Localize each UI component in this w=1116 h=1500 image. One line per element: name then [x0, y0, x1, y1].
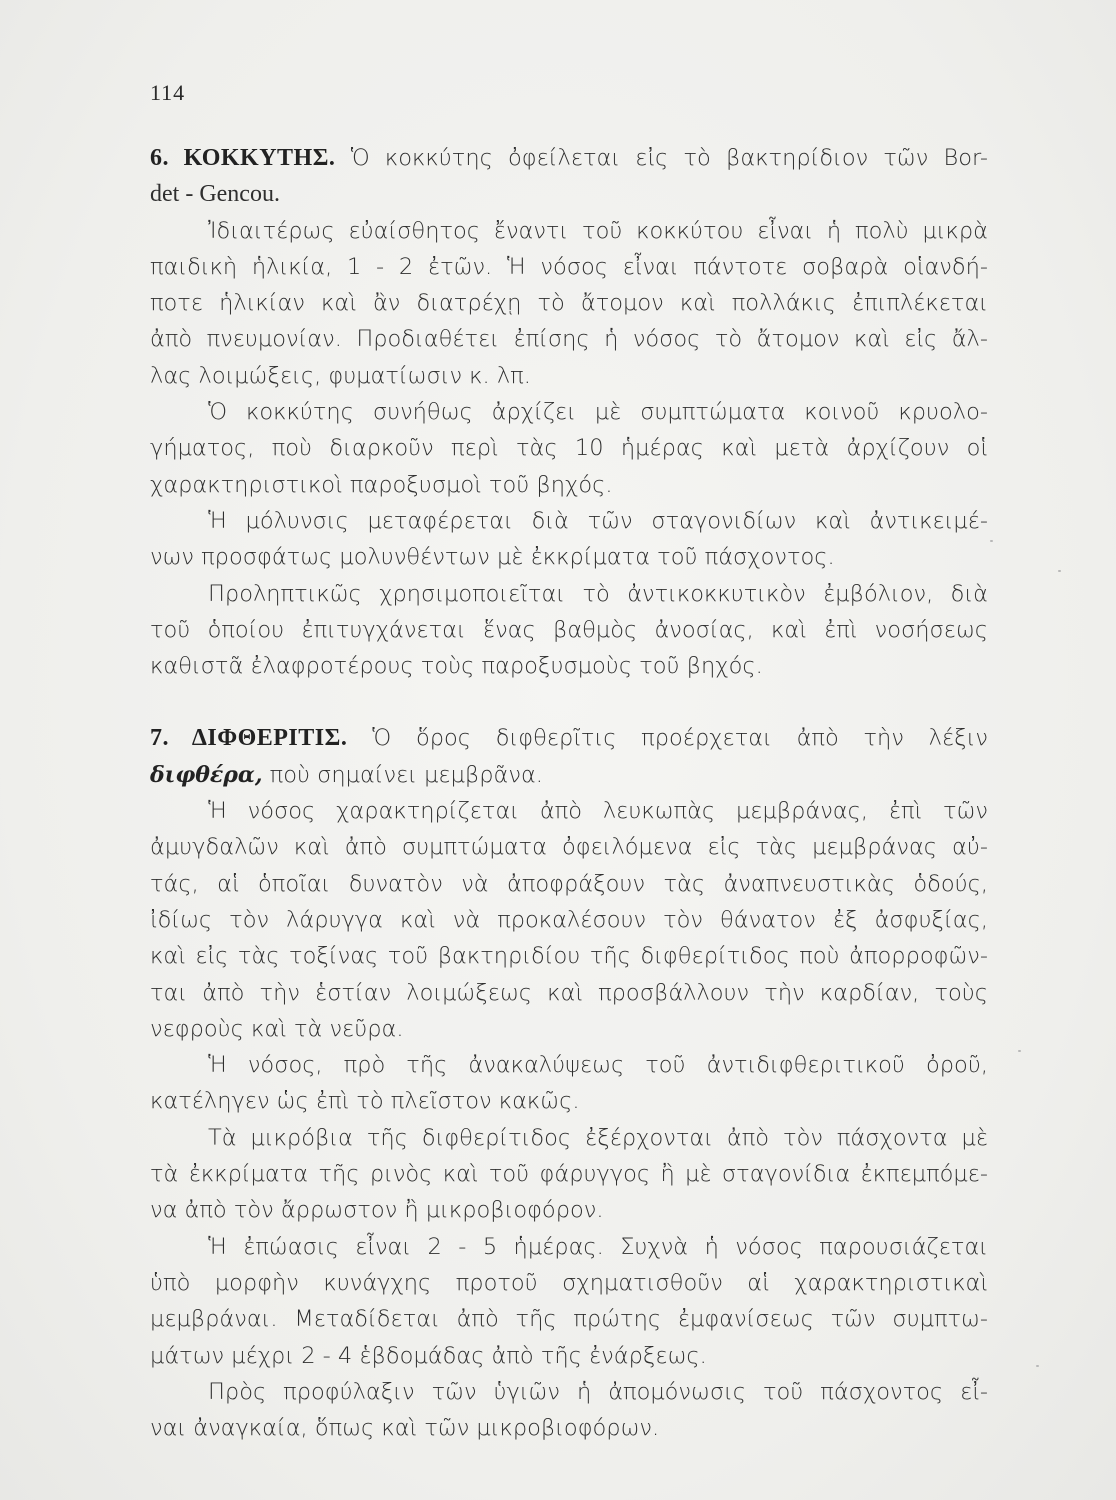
scan-speck [1018, 1050, 1021, 1052]
section-6-heading: 6. ΚΟΚΚΥΤΗΣ. [150, 145, 336, 171]
paragraph-line: ἰδίως τὸν λάρυγγα καὶ νὰ προκαλέσουν τὸν θάνατον ἐξ ἀσφυξίας, [150, 906, 988, 933]
paragraph-line: νεφροὺς καὶ τὰ νεῦρα. [150, 1015, 404, 1042]
section-6-line-2 [150, 176, 988, 212]
paragraph-line: τὰ ἐκκρίματα τῆς ρινὸς καὶ τοῦ φάρυγγος ἢ μὲ σταγονίδια ἐκπεμπόμε- [150, 1161, 988, 1188]
page-number: 114 [150, 80, 186, 105]
paragraph-line: Ἡ ἐπώασις εἶναι 2 - 5 ἡμέρας. Συχνὰ ἡ νόσος παρουσιάζεται [208, 1233, 988, 1260]
section-7-heading-line [150, 720, 988, 756]
paragraph-line: νων προσφάτως μολυνθέντων μὲ ἐκκρίματα τοῦ πάσχοντος. [150, 544, 835, 571]
section-7-line-1: Ὁ ὅρος διφθερῖτις προέρχεται ἀπὸ τὴν λέξιν [372, 725, 988, 752]
section-7-line-2 [150, 757, 988, 793]
paragraph-line: ἀμυγδαλῶν καὶ ἀπὸ συμπτώματα ὀφειλόμενα εἰς τὰς μεμβράνας αὐ- [150, 834, 988, 861]
paragraph-line: Ὁ κοκκύτης συνήθως ἀρχίζει μὲ συμπτώματα κοινοῦ κρυολο- [208, 399, 988, 426]
paragraph-line: Ἡ μόλυνσις μεταφέρεται διὰ τῶν σταγονιδίων καὶ ἀντικειμέ- [208, 507, 988, 534]
paragraph-line: ποτε ἡλικίαν καὶ ἂν διατρέχῃ τὸ ἄτομον καὶ πολλάκις ἐπιπλέκεται [150, 290, 988, 317]
scan-speck [1058, 570, 1061, 572]
paragraph-line: να ἀπὸ τὸν ἄρρωστον ἢ μικροβιοφόρον. [150, 1197, 604, 1224]
section-7-term: διφθέρα, [150, 761, 263, 788]
paragraph-line: Ἡ νόσος, πρὸ τῆς ἀνακαλύψεως τοῦ ἀντιδιφθεριτικοῦ ὀροῦ, [208, 1052, 988, 1079]
section-7-line-2-text: ποὺ σημαίνει μεμβρᾶνα. [269, 761, 543, 788]
paragraph-line: ἀπὸ πνευμονίαν. Προδιαθέτει ἐπίσης ἡ νόσος τὸ ἄτομον καὶ εἰς ἄλ- [150, 326, 988, 353]
paragraph-line: ὑπὸ μορφὴν κυνάγχης προτοῦ σχηματισθοῦν αἱ χαρακτηριστικαὶ [150, 1269, 988, 1296]
paragraph-line: γήματος, ποὺ διαρκοῦν περὶ τὰς 10 ἡμέρας καὶ μετὰ ἀρχίζουν οἱ [150, 435, 988, 462]
paragraph-line: μάτων μέχρι 2 - 4 ἑβδομάδας ἀπὸ τῆς ἐνάρξεως. [150, 1342, 707, 1369]
section-7-heading: 7. ΔΙΦΘΕΡΙΤΙΣ. [150, 725, 348, 752]
paragraph-line: κατέληγεν ὡς ἐπὶ τὸ πλεῖστον κακῶς. [150, 1088, 580, 1115]
paragraph-line: Πρὸς προφύλαξιν τῶν ὑγιῶν ἡ ἀπομόνωσις τοῦ πάσχοντος εἶ- [208, 1378, 988, 1405]
paragraph-line: μεμβράναι. Μεταδίδεται ἀπὸ τῆς πρώτης ἐμφανίσεως τῶν συμπτω- [150, 1306, 988, 1333]
paragraph-line: Ἡ νόσος χαρακτηρίζεται ἀπὸ λευκωπὰς μεμβράνας, ἐπὶ τῶν [208, 798, 988, 825]
paragraph-line: καθιστᾶ ἐλαφροτέρους τοὺς παροξυσμοὺς τοῦ βηχός. [150, 653, 763, 680]
paragraph-line: χαρακτηριστικοὶ παροξυσμοὶ τοῦ βηχός. [150, 471, 613, 498]
paragraph-line: Ἰδιαιτέρως εὐαίσθητος ἔναντι τοῦ κοκκύτου εἶναι ἡ πολὺ μικρὰ [208, 217, 988, 244]
section-gap [150, 684, 988, 720]
scan-speck [1036, 1365, 1039, 1367]
paragraph-line: τάς, αἱ ὁποῖαι δυνατὸν νὰ ἀποφράξουν τὰς ἀναπνευστικὰς ὁδούς, [150, 870, 988, 897]
section-6-line-1: Ὁ κοκκύτης ὀφείλεται εἰς τὸ βακτηρίδιον τῶν Bor- [350, 145, 988, 171]
scan-speck [990, 540, 993, 542]
paragraph-line: καὶ εἰς τὰς τοξίνας τοῦ βακτηριδίου τῆς διφθερίτιδος ποὺ ἀπορροφῶν- [150, 943, 988, 970]
body-text [150, 140, 988, 1446]
section-6-line-2-text: det - Gencou. [150, 181, 280, 208]
paragraph-line: ται ἀπὸ τὴν ἑστίαν λοιμώξεως καὶ προσβάλλουν τὴν καρδίαν, τοὺς [150, 979, 988, 1006]
section-6-heading-line [150, 140, 988, 176]
paragraph-line: Τὰ μικρόβια τῆς διφθερίτιδος ἐξέρχονται ἀπὸ τὸν πάσχοντα μὲ [208, 1124, 988, 1151]
paragraph-line: λας λοιμώξεις, φυματίωσιν κ. λπ. [150, 362, 531, 389]
paragraph-line: ναι ἀναγκαία, ὅπως καὶ τῶν μικροβιοφόρων. [150, 1415, 660, 1442]
paragraph-line: τοῦ ὁποίου ἐπιτυγχάνεται ἕνας βαθμὸς ἀνοσίας, καὶ ἐπὶ νοσήσεως [150, 616, 988, 643]
paragraph-line: παιδικὴ ἡλικία, 1 - 2 ἐτῶν. Ἡ νόσος εἶναι πάντοτε σοβαρὰ οἱανδή- [150, 253, 988, 280]
paragraph-line: Προληπτικῶς χρησιμοποιεῖται τὸ ἀντικοκκυτικὸν ἐμβόλιον, διὰ [208, 580, 988, 607]
